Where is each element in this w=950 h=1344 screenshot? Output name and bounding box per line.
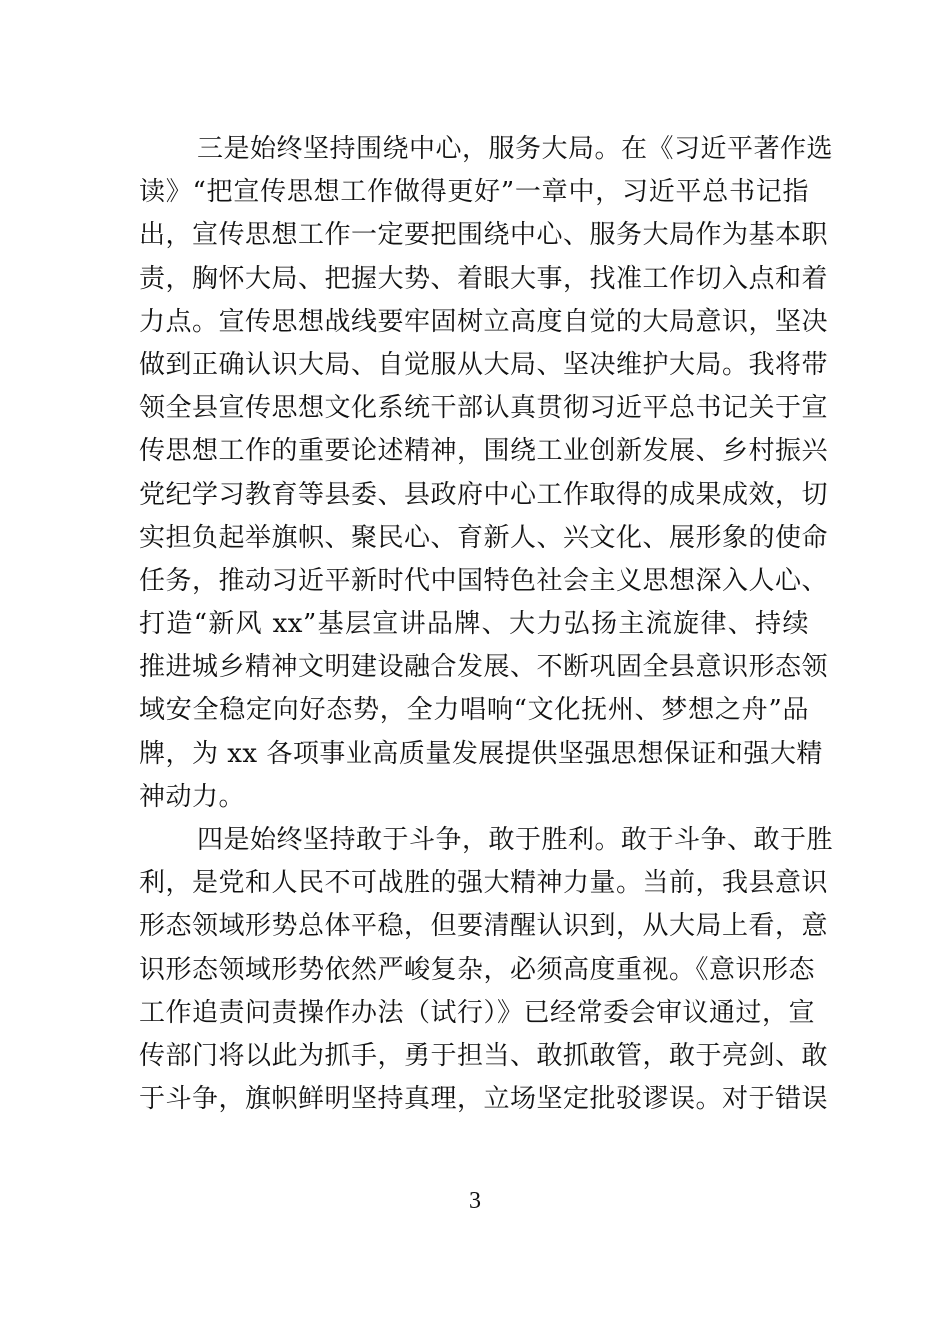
document-body <box>139 128 834 1121</box>
text-line: 域安全稳定向好态势，全力唱响“文化抚州、梦想之舟”品 <box>139 695 809 726</box>
text-line: 读》“把宣传思想工作做得更好”一章中，习近平总书记指 <box>139 177 809 208</box>
text-line: 力点。宣传思想战线要牢固树立高度自觉的大局意识，坚决 <box>139 306 829 337</box>
text-line: 实担负起举旗帜、聚民心、育新人、兴文化、展形象的使命 <box>139 522 829 553</box>
text-line: 牌，为 xx 各项事业高质量发展提供坚强思想保证和强大精 <box>139 738 823 769</box>
text-line: 利，是党和人民不可战胜的强大精神力量。当前，我县意识 <box>139 868 829 899</box>
text-line: 打造“新风 xx”基层宣讲品牌、大力弘扬主流旋律、持续 <box>139 609 809 640</box>
text-line: 责，胸怀大局、把握大势、着眼大事，找准工作切入点和着 <box>139 263 829 294</box>
paragraph-2 <box>139 819 834 1121</box>
text-line: 神动力。 <box>139 781 246 812</box>
text-line: 党纪学习教育等县委、县政府中心工作取得的成果成效，切 <box>139 479 829 510</box>
text-line: 任务，推动习近平新时代中国特色社会主义思想深入人心、 <box>139 565 829 596</box>
text-line: 推进城乡精神文明建设融合发展、不断巩固全县意识形态领 <box>139 652 829 683</box>
paragraph-1 <box>139 128 834 819</box>
text-line: 领全县宣传思想文化系统干部认真贯彻习近平总书记关于宣 <box>139 393 829 424</box>
text-line: 传部门将以此为抓手，勇于担当、敢抓敢管，敢于亮剑、敢 <box>139 1040 829 1071</box>
text-line: 识形态领域形势依然严峻复杂，必须高度重视。《意识形态 <box>139 954 816 985</box>
page-number: 3 <box>469 1188 481 1214</box>
text-line: 四是始终坚持敢于斗争，敢于胜利。敢于斗争、敢于胜 <box>197 825 834 855</box>
text-line: 于斗争，旗帜鲜明坚持真理，立场坚定批驳谬误。对于错误 <box>139 1084 829 1115</box>
text-line: 三是始终坚持围绕中心，服务大局。在《习近平著作选 <box>197 134 834 164</box>
text-line: 出，宣传思想工作一定要把围绕中心、服务大局作为基本职 <box>139 220 829 251</box>
text-line: 工作追责问责操作办法（试行）》已经常委会审议通过，宣 <box>139 997 816 1028</box>
text-line: 传思想工作的重要论述精神，围绕工业创新发展、乡村振兴 <box>139 436 829 467</box>
text-line: 形态领域形势总体平稳，但要清醒认识到，从大局上看，意 <box>139 911 829 942</box>
text-line: 做到正确认识大局、自觉服从大局、坚决维护大局。我将带 <box>139 349 829 380</box>
